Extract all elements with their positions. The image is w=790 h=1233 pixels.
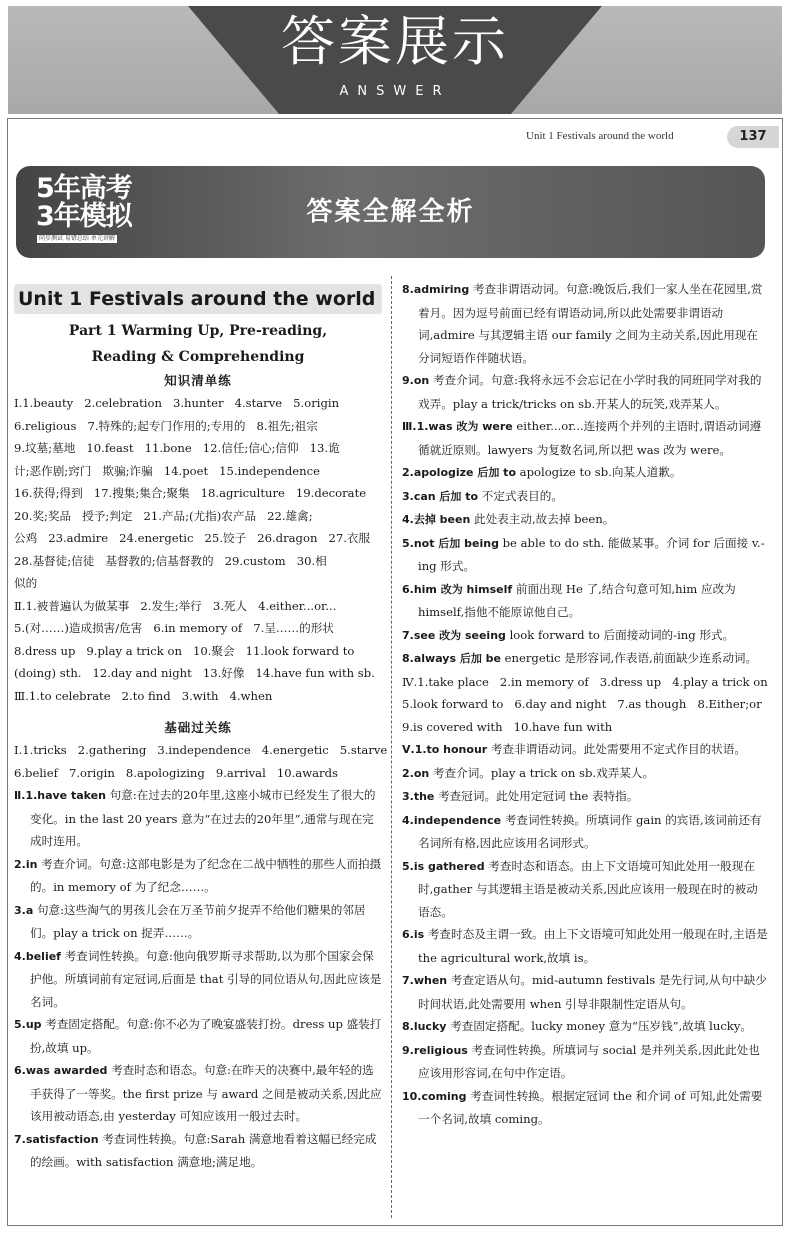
top-banner <box>0 0 790 118</box>
banner-subtitle: ANSWER <box>339 84 451 99</box>
answer-explanation: 考查非谓语动词。句意:晚饭后,我们一家人坐在花园里,赏着月。因为逗号前面已经有谓语动词,所以此处需要非谓语动词,admire 与其逻辑主语 our family 之间为主动关系,因此用现在分词短语作伴随状语。 <box>418 282 763 365</box>
answer-explanation: apologize to sb.向某人道歉。 <box>516 465 682 479</box>
answer-key: 9.on <box>402 374 430 387</box>
subheading-knowledge-list: 知识清单练 <box>164 373 232 388</box>
basic-practice-line: 6.belief 7.origin 8.apologizing 9.arrival 10.awards <box>14 765 338 780</box>
answer-key: 8.always 后加 be <box>402 652 501 665</box>
answer-explanation: 考查固定搭配。句意:你不必为了晚宴盛装打扮。dress up 盛装打扮,故填 up。 <box>30 1017 382 1055</box>
answer-key: 2.apologize 后加 to <box>402 466 516 479</box>
answer-key: 3.a <box>14 903 34 917</box>
knowledge-list-line: Ⅲ.1.to celebrate 2.to find 3.with 4.when <box>14 688 273 703</box>
right-answer-items <box>402 278 768 671</box>
answer-item <box>402 923 768 969</box>
logo-line-1: 5年高考 <box>36 173 132 204</box>
column-divider <box>391 276 392 1218</box>
answer-key: 3.can 后加 to <box>402 489 479 503</box>
answer-key: 6.him 改为 himself <box>402 582 513 596</box>
answer-key: 4.belief <box>14 949 61 963</box>
answer-item <box>402 738 768 762</box>
answer-key: 6.is <box>402 928 425 941</box>
answer-item <box>402 485 768 509</box>
answer-item <box>402 624 768 648</box>
answer-explanation: 考查介词。句意:这部电影是为了纪念在二战中牺牲的那些人而拍摄的。in memory of 为了纪念……。 <box>30 856 382 894</box>
answer-key: Ⅲ.1.was 改为 were <box>402 420 513 433</box>
knowledge-list-line: 28.基督徒;信徒 基督教的;信基督教的 29.custom 30.相 <box>14 553 327 568</box>
answer-key: 4.去掉 been <box>402 513 471 526</box>
answer-item <box>402 578 768 624</box>
knowledge-list-line: (doing) sth. 12.day and night 13.好像 14.have fun with sb. <box>14 666 375 680</box>
answer-item <box>14 1059 382 1128</box>
answer-key: 3.the <box>402 790 435 803</box>
part-title-line-1: Part 1 Warming Up, Pre-reading, <box>68 323 328 339</box>
left-column <box>14 278 388 1174</box>
answer-key: 9.religious <box>402 1043 468 1057</box>
answer-explanation: be able to do sth. 能做某事。介词 for 后面接 v.-ing 形式。 <box>418 535 765 573</box>
answer-explanation: 考查介词。句意:我将永远不会忘记在小学时我的同班同学对我的戏弄。play a trick/tricks on sb.开某人的玩笑,戏弄某人。 <box>418 373 762 411</box>
answer-key: 5.is gathered <box>402 859 485 873</box>
answer-item <box>402 532 768 578</box>
knowledge-list-line: 公鸡 23.admire 24.energetic 25.饺子 26.dragon 27.衣服 <box>14 531 371 545</box>
answer-item <box>402 1039 768 1085</box>
part-title-line-2: Reading & Comprehending <box>91 349 305 365</box>
answer-item <box>14 853 382 899</box>
answer-key: 5.up <box>14 1018 42 1031</box>
left-answer-items <box>14 784 382 1174</box>
answer-explanation: 此处表主动,故去掉 been。 <box>470 512 615 526</box>
knowledge-list-line: Ⅰ.1.beauty 2.celebration 3.hunter 4.starve 5.origin <box>14 396 340 410</box>
answer-explanation: 考查词性转换。所填词作 gain 的宾语,该词前还有名词所有格,因此应该用名词形式。 <box>418 812 762 850</box>
section-iv-line: Ⅳ.1.take place 2.in memory of 3.dress up 4.play a trick on <box>402 674 768 689</box>
section-iv-answers <box>402 671 768 739</box>
answer-explanation: 考查词性转换。根据定冠词 the 和介词 of 可知,此处需要一个名词,故填 coming。 <box>418 1088 763 1126</box>
answer-explanation: 考查词性转换。句意:Sarah 满意地看着这幅已经完成的绘画。with satisfaction 满意地;满足地。 <box>30 1131 377 1169</box>
knowledge-list-answers <box>14 392 382 707</box>
section-header <box>16 166 765 258</box>
answer-key: Ⅴ.1.to honour <box>402 743 488 756</box>
answer-key: 2.on <box>402 766 430 780</box>
knowledge-list-line: 16.获得;得到 17.搜集;集合;聚集 18.agriculture 19.decorate <box>14 486 367 500</box>
logo-line-2: 3年模拟 <box>36 201 132 232</box>
answer-key: 7.when <box>402 974 448 987</box>
answer-item <box>402 1015 768 1039</box>
answer-explanation: 前面出现 He 了,结合句意可知,him 应改为 himself,指他不能原谅他自己。 <box>418 581 736 619</box>
answer-item <box>402 647 768 671</box>
answer-explanation: 考查介词。play a trick on sb.戏弄某人。 <box>429 765 655 780</box>
answer-explanation: 考查时态和语态。句意:在昨天的决赛中,最年轻的选手获得了一等奖。the first prize 与 award 之间是被动关系,因此应该用被动语态,由 yesterday 可知应该用一般过去时。 <box>30 1063 382 1123</box>
answer-item <box>402 762 768 786</box>
right-answer-items-2 <box>402 738 768 1131</box>
answer-key: Ⅱ.1.have taken <box>14 789 106 802</box>
knowledge-list-line: 8.dress up 9.play a trick on 10.聚会 11.look forward to <box>14 643 355 658</box>
answer-explanation: 句意:这些淘气的男孩儿会在万圣节前夕捉弄不给他们糖果的邻居们。play a trick on 捉弄……。 <box>30 902 366 940</box>
answer-key: 7.see 改为 seeing <box>402 628 506 642</box>
subheading-basic-practice: 基础过关练 <box>164 720 232 735</box>
knowledge-list-line: Ⅱ.1.被普遍认为做某事 2.发生;举行 3.死人 4.either...or... <box>14 598 337 613</box>
answer-item <box>402 369 768 415</box>
answer-item <box>14 1013 382 1059</box>
answer-item <box>402 278 768 369</box>
answer-explanation: either...or...连接两个并列的主语时,谓语动词遵循就近原则。lawyers 为复数名词,所以把 was 改为 were。 <box>418 419 762 457</box>
section-iv-line: 5.look forward to 6.day and night 7.as though 8.Either;or <box>402 697 762 711</box>
answer-item <box>402 1085 768 1131</box>
answer-item <box>402 855 768 924</box>
answer-explanation: look forward to 后面接动词的-ing 形式。 <box>505 627 735 642</box>
answer-explanation: 考查固定搭配。lucky money 意为“压岁钱”,故填 lucky。 <box>446 1019 752 1033</box>
knowledge-list-line: 20.奖;奖品 授予;判定 21.产品;(尤指)农产品 22.雄禽; <box>14 508 313 523</box>
knowledge-list-line: 5.(对……)造成损害/危害 6.in memory of 7.呈……的形状 <box>14 621 334 635</box>
answer-explanation: 考查非谓语动词。此处需要用不定式作目的状语。 <box>487 742 746 756</box>
answer-key: 7.satisfaction <box>14 1132 99 1146</box>
answer-item <box>402 785 768 809</box>
answer-key: 8.lucky <box>402 1020 447 1033</box>
answer-item <box>14 1128 382 1174</box>
answer-explanation: energetic 是形容词,作表语,前面缺少连系动词。 <box>500 651 758 665</box>
logo-tags: 同步测试 易错总结 单元讲解 <box>39 235 115 242</box>
answer-item <box>14 784 382 853</box>
answer-item <box>402 969 768 1015</box>
page-number: 137 <box>727 126 779 148</box>
answer-key: 8.admiring <box>402 283 470 296</box>
answer-explanation: 考查时态和语态。由上下文语境可知此处用一般现在时,gather 与其逻辑主语是被动关系,因此应该用一般现在时的被动语态。 <box>418 858 758 919</box>
answer-item <box>402 508 768 532</box>
basic-practice-line: Ⅰ.1.tricks 2.gathering 3.independence 4.energetic 5.starve <box>14 743 388 757</box>
knowledge-list-line: 计;恶作剧;窍门 欺骗;诈骗 14.poet 15.independence <box>14 463 320 478</box>
running-head: Unit 1 Festivals around the world <box>526 130 674 142</box>
answer-key: 6.was awarded <box>14 1064 108 1077</box>
answer-key: 10.coming <box>402 1089 467 1103</box>
answer-explanation: 考查定语从句。mid-autumn festivals 是先行词,从句中缺少时间状语,此处需要用 when 引导非限制性定语从句。 <box>418 973 767 1011</box>
answer-key: 2.in <box>14 857 38 871</box>
banner-title: 答案展示 <box>281 10 509 73</box>
answer-item <box>402 809 768 855</box>
knowledge-list-line: 6.religious 7.特殊的;起专门作用的;专用的 8.祖先;祖宗 <box>14 418 318 433</box>
section-title: 答案全解全析 <box>306 197 475 227</box>
basic-practice-answers <box>14 739 388 784</box>
knowledge-list-line: 9.坟墓;墓地 10.feast 11.bone 12.信任;信心;信仰 13.诡 <box>14 441 340 455</box>
answer-explanation: 考查词性转换。所填词与 social 是并列关系,因此此处也应该用形容词,在句中作定语。 <box>418 1042 760 1080</box>
knowledge-list-line: 似的 <box>14 576 38 590</box>
answer-explanation: 考查冠词。此处用定冠词 the 表特指。 <box>434 789 639 803</box>
answer-key: 4.independence <box>402 813 502 827</box>
answer-item <box>402 415 768 461</box>
answer-explanation: 考查词性转换。句意:他向俄罗斯寻求帮助,以为那个国家会保护他。所填词前有定冠词,后面是 that 引导的同位语从句,因此应该是名词。 <box>30 948 382 1009</box>
answer-item <box>14 899 382 945</box>
section-iv-line: 9.is covered with 10.have fun with <box>402 719 613 734</box>
answer-explanation: 句意:在过去的20年里,这座小城市已经发生了很大的变化。in the last 20 years 意为“在过去的20年里”,通常与现在完成时连用。 <box>30 788 376 848</box>
right-column <box>402 278 768 1131</box>
unit-title: Unit 1 Festivals around the world <box>14 284 382 314</box>
answer-key: 5.not 后加 being <box>402 536 499 550</box>
answer-explanation: 不定式表目的。 <box>478 488 563 503</box>
answer-item <box>402 461 768 485</box>
answer-item <box>14 945 382 1014</box>
answer-explanation: 考查时态及主谓一致。由上下文语境可知此处用一般现在时,主语是 the agricultural work,故填 is。 <box>418 927 768 965</box>
